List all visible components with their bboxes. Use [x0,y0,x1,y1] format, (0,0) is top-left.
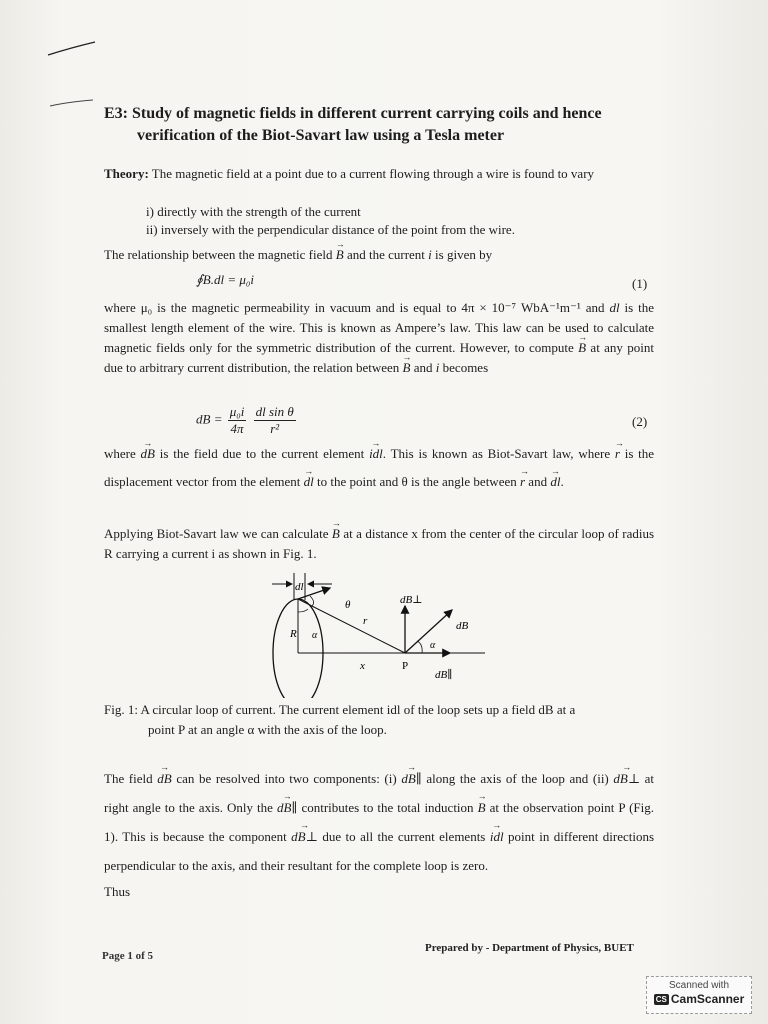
eq2-frac-2 [254,404,296,437]
label-r: r [363,615,368,627]
ampere-text-5: becomes [442,360,489,375]
pen-mark-left [48,96,98,110]
label-theta: θ [345,599,351,611]
bs-c: . This is known as Biot-Savart law, [382,446,574,461]
symbol-i: i [428,247,432,262]
ampere-dl: dl [609,300,620,315]
resolve-dBperp: → dB⊥ [613,764,640,793]
resolve-dB: → dB [157,764,171,793]
caption-line-2: point P at an angle α with the axis of the loop. [148,722,387,737]
bs-dl-2: → dl [550,468,560,496]
label-alpha-right: α [430,640,436,651]
theta-arc [310,596,314,606]
ampere-paragraph [104,298,654,378]
eq2-num-1: μ₀i [229,404,245,419]
ampere-symbol-B-2: → B [403,358,411,378]
bs-d: where [578,446,611,461]
figure-1-caption [104,700,664,740]
relation-prefix: The relationship between the magnetic field [104,247,333,262]
bs-b: is the field due to the current element [159,446,365,461]
relation-mid: and the current [346,247,425,262]
resolve-B: → B [478,793,486,822]
vector-dB [405,610,452,653]
apply-paragraph [104,524,654,564]
label-P: P [402,660,409,672]
page-title [104,103,664,147]
scanned-with-text: Scanned with [668,980,730,991]
label-dl: dl [295,581,304,593]
camscanner-logo: CS [655,995,667,1005]
thus-line: Thus [104,884,130,899]
alpha-arc-right [417,641,422,653]
pen-mark-top [40,30,110,60]
page-number: Page 1 of 5 [102,950,154,962]
label-dB-perp: dB⊥ [400,594,423,606]
theory-item-2: ii) inversely with the perpendicular distance of the point from the wire. [146,222,515,237]
bs-idl: → idl [369,440,383,468]
ampere-symbol-i: i [435,360,440,375]
theory-label: Theory: [104,166,149,181]
title-line-2: verification of the Biot-Savart law using a Tesla meter [137,127,505,144]
resolve-dBpar-2: → dB∥ [277,793,297,822]
displacement-r [298,599,405,653]
bs-e: is the displacement vector from the element [104,446,655,489]
equation-2 [196,404,298,437]
eq2-frac-1 [228,404,247,437]
equation-1: ∮B.dl = μ₀i [196,272,255,287]
eq2-num-2: dl sin θ [255,404,294,419]
bs-r: → r [615,440,620,468]
bs-r-2: → r [520,468,525,496]
resolve-g: due to all the current elements [322,829,486,844]
alpha-arc-left [298,609,308,612]
label-x: x [360,660,365,672]
eq2-den-2: r² [270,421,280,436]
bs-g: between [473,474,517,489]
resolve-idl: → idl [490,822,504,851]
label-alpha-left: α [312,630,318,641]
resolve-dBperp-2: → dB⊥ [291,822,318,851]
camscanner-name: CamScanner [670,992,745,1006]
figure-1-diagram [250,568,500,698]
caption-line-1: Fig. 1: A circular loop of current. The current element idl of the loop sets up a field dB at a [104,702,576,717]
resolve-f: at the observation point P (Fig. 1). This is because the component [104,800,655,844]
ampere-text-3: at any point due to arbitrary current distribution, the relation between [104,340,655,375]
label-dB-par: dB∥ [435,669,453,681]
camscanner-watermark [646,976,752,1014]
bs-h: and [528,474,548,489]
resolve-e: contributes to the total induction [301,800,474,815]
title-line-1: E3: Study of magnetic fields in different current carrying coils and hence [104,105,602,122]
apply-b: at a distance x from the center of the circular loop of radius R carrying a current i as shown in Fig. 1. [104,526,655,561]
eq2-den-1: 4π [230,421,244,436]
theory-intro-text: The magnetic field at a point due to a current flowing through a wire is found to vary [151,166,595,181]
ampere-text-2: is the smallest length element of the wire. This is known as Ampere’s law. This law can be used to calculate magnetic fields only for the symmetric distribution of the current. However, to compute [104,300,655,355]
bs-a: where [104,446,136,461]
equation-2-number: (2) [632,414,648,429]
bs-dB: → dB [141,440,155,468]
symbol-B: → B [336,245,344,265]
label-dB: dB [456,620,469,632]
apply-a: Applying Biot-Savart law we can calculate [104,526,329,541]
theory-intro [104,164,654,184]
equation-1-number: (1) [632,276,648,291]
bs-f: to the point and θ is the angle [317,474,471,489]
resolve-a: The field [104,771,153,786]
apply-B: → B [332,524,340,544]
ampere-text-4: and [413,360,433,375]
bs-dl: → dl [304,468,314,496]
resolve-dBpar: → dB∥ [401,764,421,793]
resolve-b: can be resolved into two components: (i) [176,771,397,786]
eq2-lhs: dB = [196,411,223,427]
label-R: R [290,628,297,640]
ampere-symbol-B: → B [578,338,586,358]
relation-line [104,245,654,265]
ampere-text-1: where μ₀ is the magnetic permeability in vacuum and is equal to 4π × 10⁻⁷ WbA⁻¹m⁻¹ and [104,300,605,315]
biot-savart-paragraph [104,440,654,496]
resolve-paragraph [104,764,654,880]
prepared-by: Prepared by - Department of Physics, BUET [425,942,634,954]
bs-end: . [560,474,564,489]
camscanner-brand [647,992,751,1006]
resolve-c: along the axis of the loop and (ii) [426,771,609,786]
relation-suffix: is given by [435,247,493,262]
resolve-d: at right angle to the axis. Only the [104,771,655,815]
resolve-h: point in different directions perpendicular to the axis, and their resultant for the complete loop is zero. [104,829,655,873]
theory-item-1: i) directly with the strength of the current [146,204,361,219]
